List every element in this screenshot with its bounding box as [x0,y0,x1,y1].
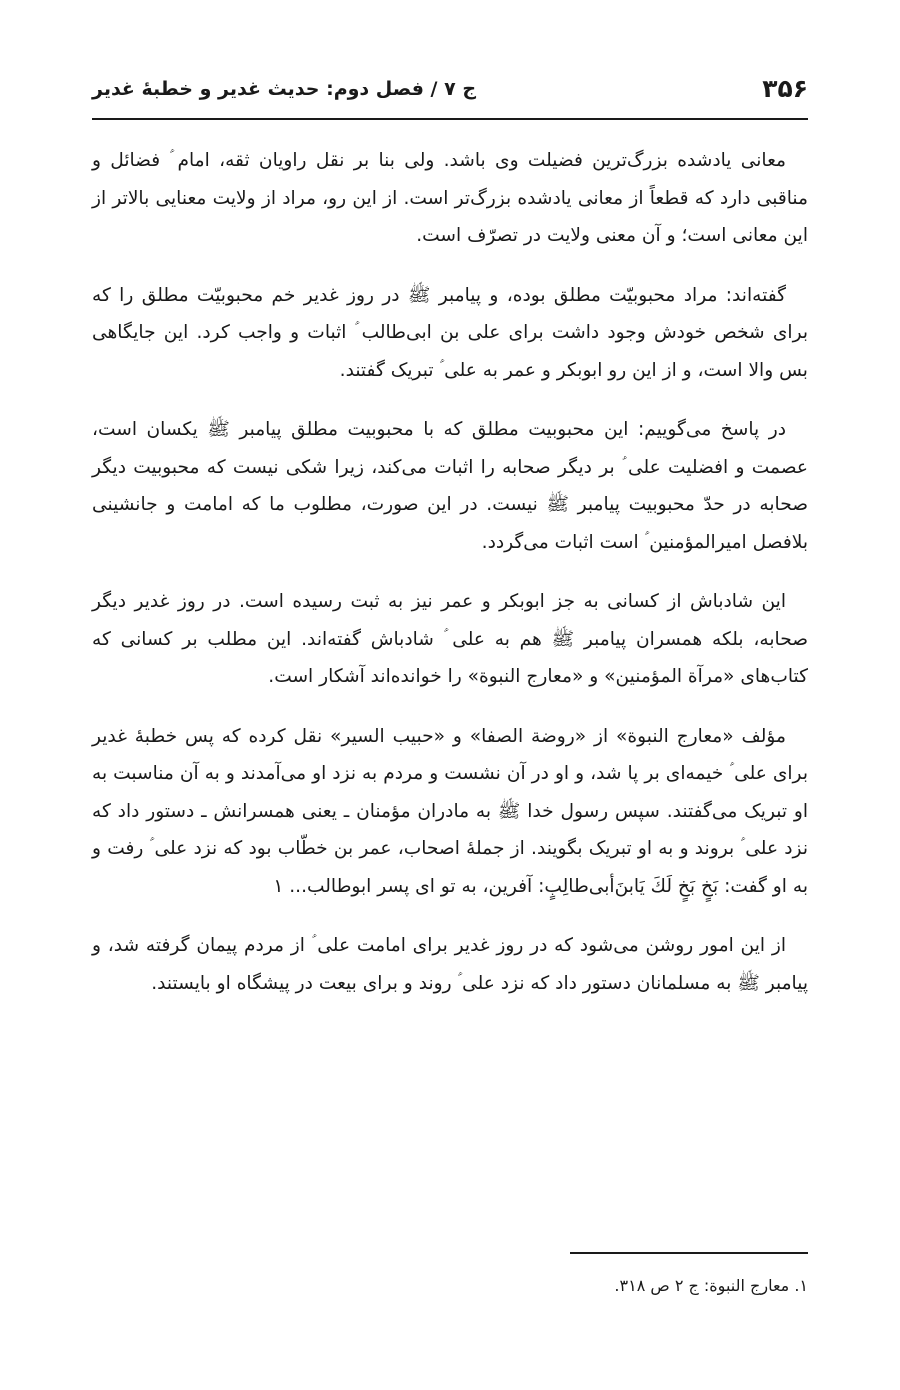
page-number: ۳۵۶ [762,74,808,103]
paragraph: معانی یادشده بزرگ‌ترین فضیلت وی باشد. ولی بنا بر نقل راویان ثقه، امام ؑ فضائل و مناقبی دارد که قطعاً از معانی یادشده بزرگ‌تر است. از این رو، مراد از ولایت معنایی بالاتر از این معانی است؛ و آن معنی ولایت در تصرّف است. [92,150,808,246]
page-header [92,72,808,112]
paragraph: گفته‌اند: مراد محبوبیّت مطلق بوده، و پیامبر ﷺ در روز غدیر خم محبوبیّت مطلق را که برای شخص خودش وجود داشت برای علی بن ابی‌طالب ؑ اثبات و واجب کرد. این جایگاهی بس والا است، و از این رو ابوبکر و عمر به علی ؑ تبریک گفتند. [92,284,808,381]
paragraph: مؤلف «معارج النبوة» از «روضة الصفا» و «حبیب السیر» نقل کرده که پس خطبهٔ غدیر برای علی ؑ خیمه‌ای بر پا شد، و او در آن نشست و مردم به نزد او می‌آمدند و به آن مناسبت به او تبریک می‌گفتند. سپس رسول خدا ﷺ به مادران مؤمنان ـ یعنی همسرانش ـ دستور داد که نزد علی ؑ بروند و به او تبریک بگویند. از جملهٔ اصحاب، عمر بن خطّاب بود که نزد علی ؑ رفت و به او گفت: بَخٍ بَخٍ لَكَ يَابنَ‌أبی‌طالِبٍ: آفرین، به تو ای پسر ابوطالب... ۱ [92,725,808,897]
header-rule [92,118,808,120]
paragraph: این شادباش از کسانی به جز ابوبکر و عمر نیز به ثبت رسیده است. در روز غدیر دیگر صحابه، بلکه همسران پیامبر ﷺ هم به علی ؑ شادباش گفته‌اند. این مطلب بر کسانی که کتاب‌های «مرآة المؤمنین» و «معارج النبوة» را خوانده‌اند آشکار است. [92,591,808,687]
paragraph: از این امور روشن می‌شود که در روز غدیر برای امامت علی ؑ از مردم پیمان گرفته شد، و پیامبر ﷺ به مسلمانان دستور داد که نزد علی ؑ روند و برای بیعت در پیشگاه او بایستند. [92,935,808,994]
running-title: ج ۷ / فصل دوم: حدیث غدیر و خطبهٔ غدیر [92,78,477,100]
body-text [92,142,808,1002]
footnote-rule [570,1252,808,1254]
paragraph: در پاسخ می‌گوییم: این محبوبیت مطلق که با محبوبیت مطلق پیامبر ﷺ یکسان است، عصمت و افضلیت علی ؑ بر دیگر صحابه را اثبات می‌کند، زیرا شکی نیست که محبوبیت دیگر صحابه در حدّ محبوبیت پیامبر ﷺ نیست. در این صورت، مطلوب ما که امامت و جانشینی بلافصل امیرالمؤمنین ؑ است اثبات می‌گردد. [92,419,808,553]
footnote: ۱. معارج النبوة: ج ۲ ص ۳۱۸. [614,1276,808,1295]
book-page [92,0,808,1390]
